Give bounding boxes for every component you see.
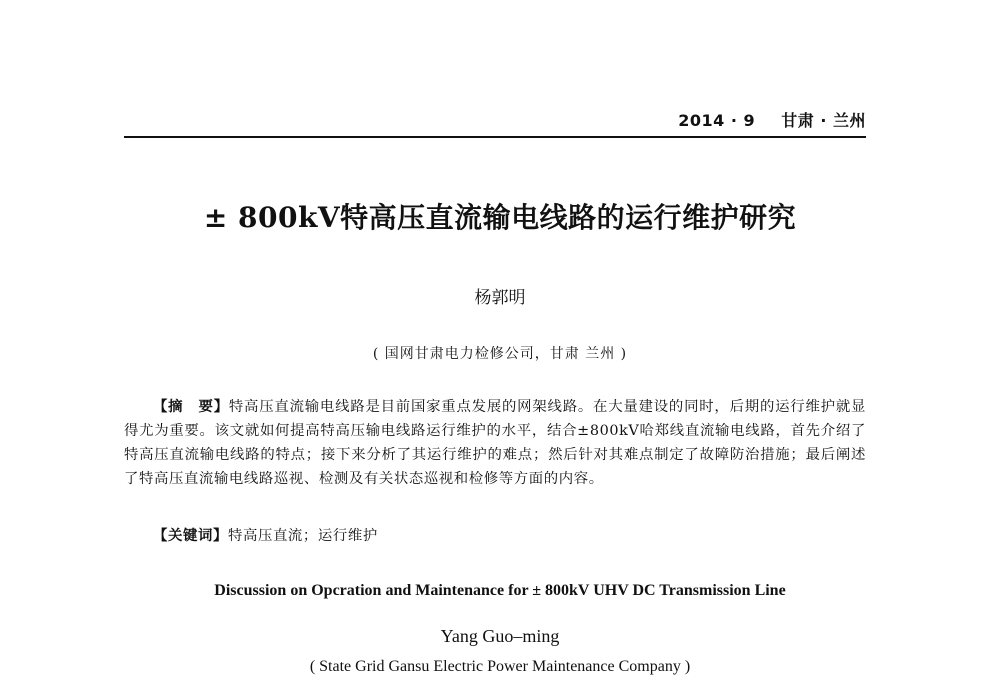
- journal-issue-header: [678, 108, 866, 131]
- keywords-text: 特高压直流；运行维护: [227, 528, 378, 544]
- affiliation-cn: ( 国网甘肃电力检修公司，甘肃 兰州 ): [372, 346, 628, 362]
- issue-number: 2014 · 9: [678, 111, 756, 130]
- paper-title-cn: ± 800kV特高压直流输电线路的运行维护研究: [203, 201, 797, 234]
- header-divider: [124, 136, 866, 138]
- keywords-cn: [153, 524, 866, 548]
- paper-title-en: Discussion on Opcration and Maintenance for ± 800kV UHV DC Transmission Line: [214, 582, 786, 599]
- issue-location: 甘肃 · 兰州: [781, 111, 866, 130]
- keywords-label: 【关键词】: [153, 528, 228, 544]
- abstract-label: 【摘 要】: [153, 399, 229, 415]
- abstract-cn: [124, 395, 866, 491]
- affiliation-en: ( State Grid Gansu Electric Power Maintenance Company ): [309, 658, 691, 675]
- abstract-text: 特高压直流输电线路是目前国家重点发展的网架线路。在大量建设的同时，后期的运行维护就显得尤为重要。该文就如何提高特高压输电线路运行维护的水平，结合±800kV哈郑线直流输电线路，首先介绍了特高压直流输电线路的特点；接下来分析了其运行维护的难点；然后针对其难点制定了故障防治措施；最后阐述了特高压直流输电线路巡视、检测及有关状态巡视和检修等方面的内容。: [124, 399, 866, 487]
- author-name-cn: 杨郭明: [474, 288, 526, 308]
- author-name-en: Yang Guo–ming: [440, 626, 560, 646]
